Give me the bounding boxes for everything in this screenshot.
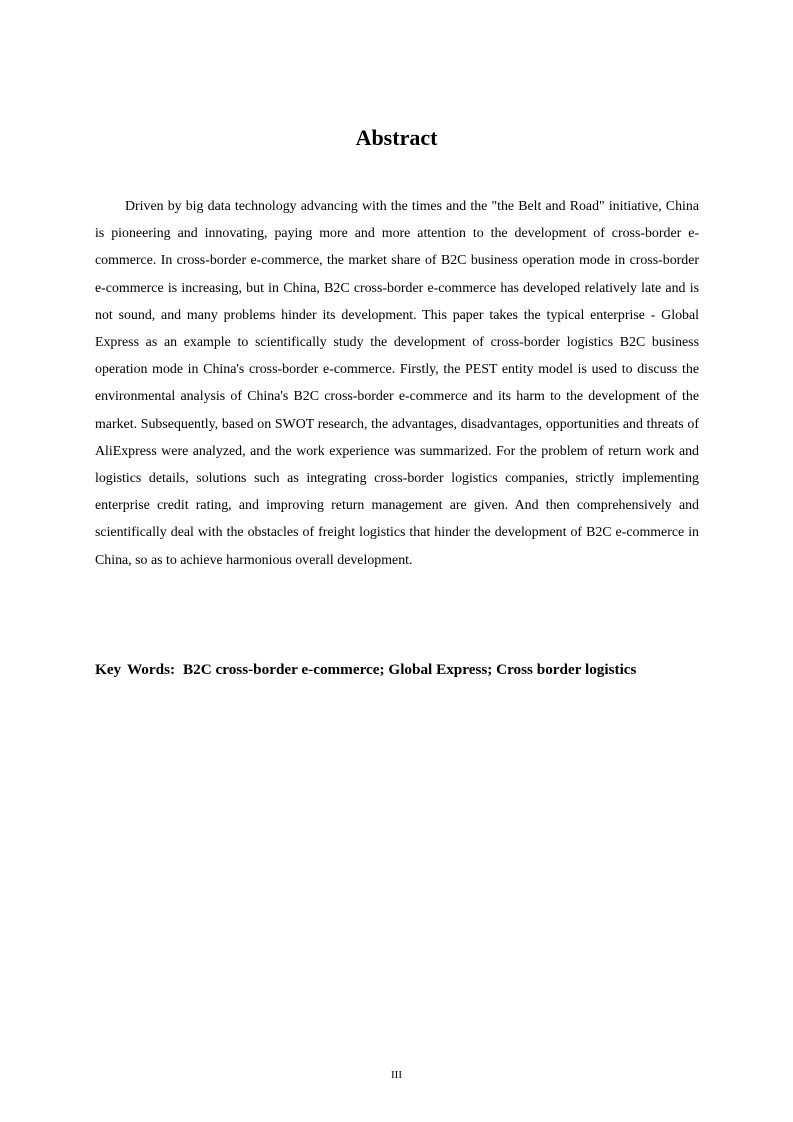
abstract-paragraph: Driven by big data technology advancing with the times and the "the Belt and Road" initiative, China is pioneering and innovating, paying more and more attention to the development of cross-border e-commerce. In cross-border e-commerce, the market share of B2C business operation mode in cross-border e-commerce is increasing, but in China, B2C cross-border e-commerce has developed relatively late and is not sound, and many problems hinder its development. This paper takes the typical enterprise - Global Express as an example to scientifically study the development of cross-border logistics B2C business operation mode in China's cross-border e-commerce. Firstly, the PEST entity model is used to discuss the environmental analysis of China's B2C cross-border e-commerce and its harm to the development of the market. Subsequently, based on SWOT research, the advantages, disadvantages, opportunities and threats of AliExpress were analyzed, and the work experience was summarized. For the problem of return work and logistics details, solutions such as integrating cross-border logistics companies, strictly implementing enterprise credit rating, and improving return management are given. And then comprehensively and scientifically deal with the obstacles of freight logistics that hinder the development of B2C e-commerce in China, so as to achieve harmonious overall development.	[95, 199, 699, 568]
keywords-label: Key Words:	[95, 661, 176, 678]
page-number: III	[391, 1069, 402, 1081]
abstract-title: Abstract	[355, 125, 438, 150]
keywords-text: B2C cross-border e-commerce; Global Express; Cross border logistics	[183, 661, 637, 678]
keywords-line	[95, 656, 699, 684]
